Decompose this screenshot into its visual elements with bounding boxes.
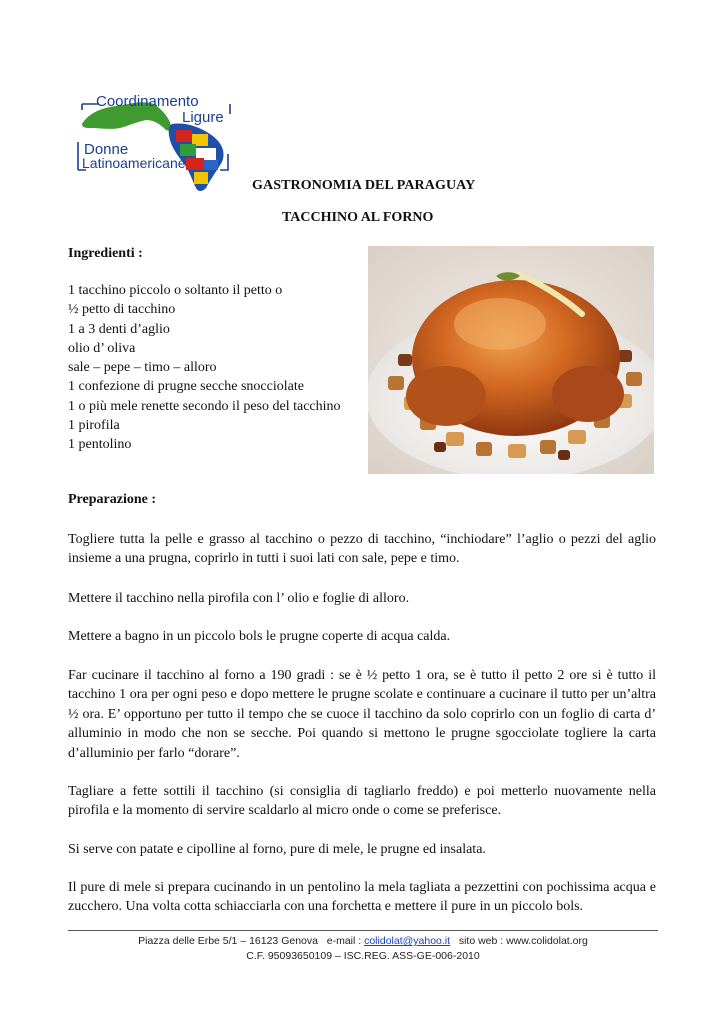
preparation-paragraph: Il pure di mele si prepara cucinando in un pentolino la mela tagliata a pezzettini con pochissima acqua e zucchero. Una volta cotta schiacciarla con una forchetta e mettere il pure in un piccolo bols. xyxy=(68,880,656,915)
footer-divider xyxy=(68,930,658,931)
ingredient-item: sale – pepe – timo – alloro xyxy=(68,360,217,376)
ingredients-list xyxy=(68,281,341,455)
ingredient-item: 1 confezione di prugne secche snocciolate xyxy=(68,379,304,395)
preparation-paragraph: Mettere il tacchino nella pirofila con l’ olio e foglie di alloro. xyxy=(68,591,410,606)
organization-logo xyxy=(76,84,236,192)
recipe-title: TACCHINO AL FORNO xyxy=(282,210,434,225)
logo-text-1: Coordinamento xyxy=(96,93,199,110)
ingredient-item: olio d’ oliva xyxy=(68,340,136,356)
preparation-paragraph: Mettere a bagno in un piccolo bols le prugne coperte di acqua calda. xyxy=(68,629,451,644)
footer-registration: C.F. 95093650109 – ISC.REG. ASS-GE-006-2010 xyxy=(246,950,480,962)
ingredient-item: 1 pirofila xyxy=(68,418,120,434)
logo-text-4: Latinoamericane xyxy=(82,155,186,171)
page-title: GASTRONOMIA DEL PARAGUAY xyxy=(252,178,476,193)
footer-email-label: e-mail : xyxy=(326,935,362,947)
footer-website: sito web : www.colidolat.org xyxy=(458,935,588,947)
ingredient-item: 1 pentolino xyxy=(68,437,132,453)
ingredient-item: 1 o più mele renette secondo il peso del tacchino xyxy=(68,398,341,414)
ingredient-item: ½ petto di tacchino xyxy=(68,302,176,318)
preparation-paragraph: Togliere tutta la pelle e grasso al tacchino o pezzo di tacchino, “inchiodare” l’aglio o pezzi del aglio insieme a una prugna, coprirlo in tutti i suoi lati con sale, pepe e timo. xyxy=(68,532,656,567)
preparation-paragraph: Tagliare a fette sottili il tacchino (si consiglia di tagliarlo freddo) e poi metterlo nuovamente nella pirofila e la momento di servire scaldarlo al micro onde o come se preferisce. xyxy=(68,784,656,819)
roast-turkey-photo xyxy=(368,246,654,474)
ingredient-item: 1 a 3 denti d’aglio xyxy=(68,321,170,337)
footer-contact xyxy=(68,935,658,947)
preparation-paragraph: Far cucinare il tacchino al forno a 190 gradi : se è ½ petto 1 ora, se è tutto il petto 2 ore si è tutto il tacchino 1 ora per ogni peso e dopo mettere le prugne scolate e continuare a cucinare il tutto per un’altra ½ ora. E’ opportuno per tutto il tempo che se cuoce il tacchino da solo coprirlo con un foglio di carta d’ alluminio in modo che non se secche. Poi quando si mettono le prugne sgocciolate togliere la carta d’alluminio per farlo “dorare”. xyxy=(68,668,656,761)
logo-text-3: Donne xyxy=(84,141,129,158)
ingredients-heading: Ingredienti : xyxy=(68,246,143,261)
footer-email-link[interactable]: colidolat@yahoo.it xyxy=(364,935,451,947)
preparation-heading: Preparazione : xyxy=(68,492,156,507)
footer-address: Piazza delle Erbe 5/1 – 16123 Genova xyxy=(138,935,318,947)
logo-text-2: Ligure xyxy=(182,109,224,126)
preparation-paragraph: Si serve con patate e cipolline al forno, pure di mele, le prugne ed insalata. xyxy=(68,842,486,857)
ingredient-item: 1 tacchino piccolo o soltanto il petto o xyxy=(68,283,283,298)
